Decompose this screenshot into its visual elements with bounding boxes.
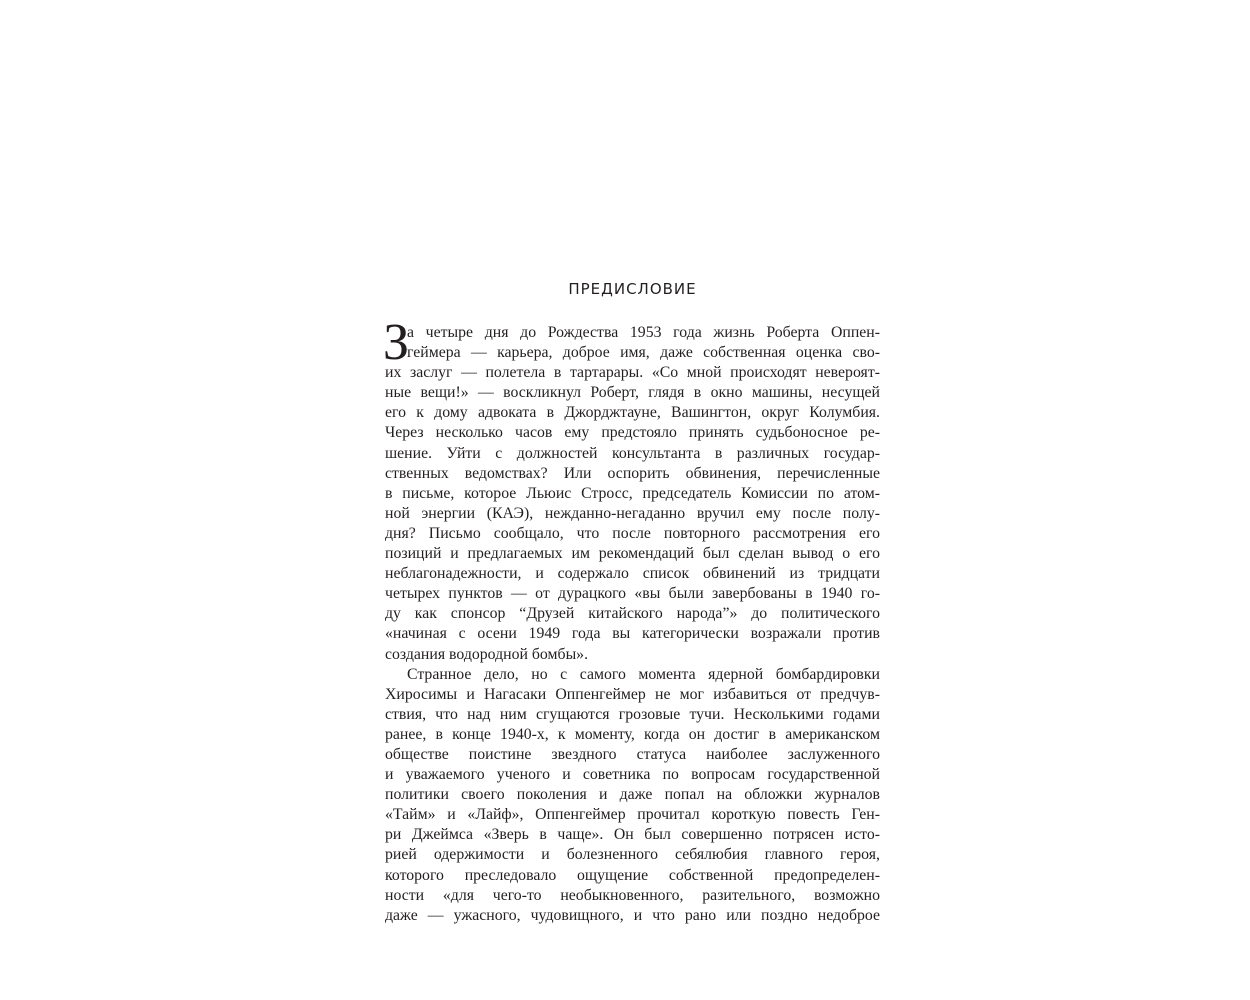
text-line: политики своего поколения и даже попал на обложки журналов xyxy=(385,786,880,804)
text-line: Хиросимы и Нагасаки Оппенгеймер не мог избавиться от предчув- xyxy=(385,685,880,703)
text-line: а четыре дня до Рождества 1953 года жизнь Роберта Оппен- xyxy=(407,324,880,341)
body-text xyxy=(383,314,880,926)
text-line: ные вещи!» — воскликнул Роберт, глядя в окно машины, несущей xyxy=(385,384,880,402)
text-line: «начиная с осени 1949 года вы категорически возражали против xyxy=(385,625,880,643)
text-line: обществе поистине звездного статуса наиболее заслуженного xyxy=(385,745,880,763)
text-line: рией одержимости и болезненного себялюбия главного героя, xyxy=(385,846,880,864)
text-line: Странное дело, но с самого момента ядерной бомбардировки xyxy=(407,665,880,683)
text-line: ности «для чего-то необыкновенного, разительного, возможно xyxy=(385,886,880,904)
text-line: ду как спонсор “Друзей китайского народа”» до политического xyxy=(385,605,880,623)
text-line: ри Джеймса «Зверь в чаще». Он был совершенно потрясен исто- xyxy=(385,826,880,844)
text-line: ствия, что над ним сгущаются грозовые тучи. Несколькими годами xyxy=(385,705,880,723)
text-line: позиций и предлагаемых им рекомендаций был сделан вывод о его xyxy=(385,545,880,563)
text-line: четырех пунктов — от дурацкого «вы были завербованы в 1940 го- xyxy=(385,585,880,603)
drop-cap: З xyxy=(383,314,410,371)
text-line: которого преследовало ощущение собственной предопределен- xyxy=(385,866,880,884)
text-line: даже — ужасного, чудовищного, и что рано или поздно недоброе xyxy=(385,906,880,924)
text-line: создания водородной бомбы». xyxy=(385,645,589,663)
text-line: Через несколько часов ему предстояло принять судьбоносное ре- xyxy=(385,424,880,442)
text-line: в письме, которое Льюис Стросс, председатель Комиссии по атом- xyxy=(385,484,880,502)
text-line: ранее, в конце 1940-х, к моменту, когда он достиг в американском xyxy=(385,725,880,743)
text-line: геймера — карьера, доброе имя, даже собственная оценка сво- xyxy=(407,344,880,362)
text-line: и уважаемого ученого и советника по вопросам государственной xyxy=(385,766,880,784)
text-line: «Тайм» и «Лайф», Оппенгеймер прочитал короткую повесть Ген- xyxy=(385,806,880,824)
chapter-heading: ПРЕДИСЛОВИЕ xyxy=(568,280,697,298)
text-line: его к дому адвоката в Джорджтауне, Вашингтон, округ Колумбия. xyxy=(385,404,880,422)
text-line: ной энергии (КАЭ), нежданно-негаданно вручил ему после полу- xyxy=(385,504,880,522)
text-line: шение. Уйти с должностей консультанта в различных государ- xyxy=(385,444,880,462)
text-line: их заслуг — полетела в тартарары. «Со мной происходят невероят- xyxy=(385,364,880,382)
text-line: ственных ведомствах? Или оспорить обвинения, перечисленные xyxy=(385,464,880,482)
text-line: неблагонадежности, и содержало список обвинений из тридцати xyxy=(385,565,880,583)
text-line: дня? Письмо сообщало, что после повторного рассмотрения его xyxy=(385,524,880,542)
